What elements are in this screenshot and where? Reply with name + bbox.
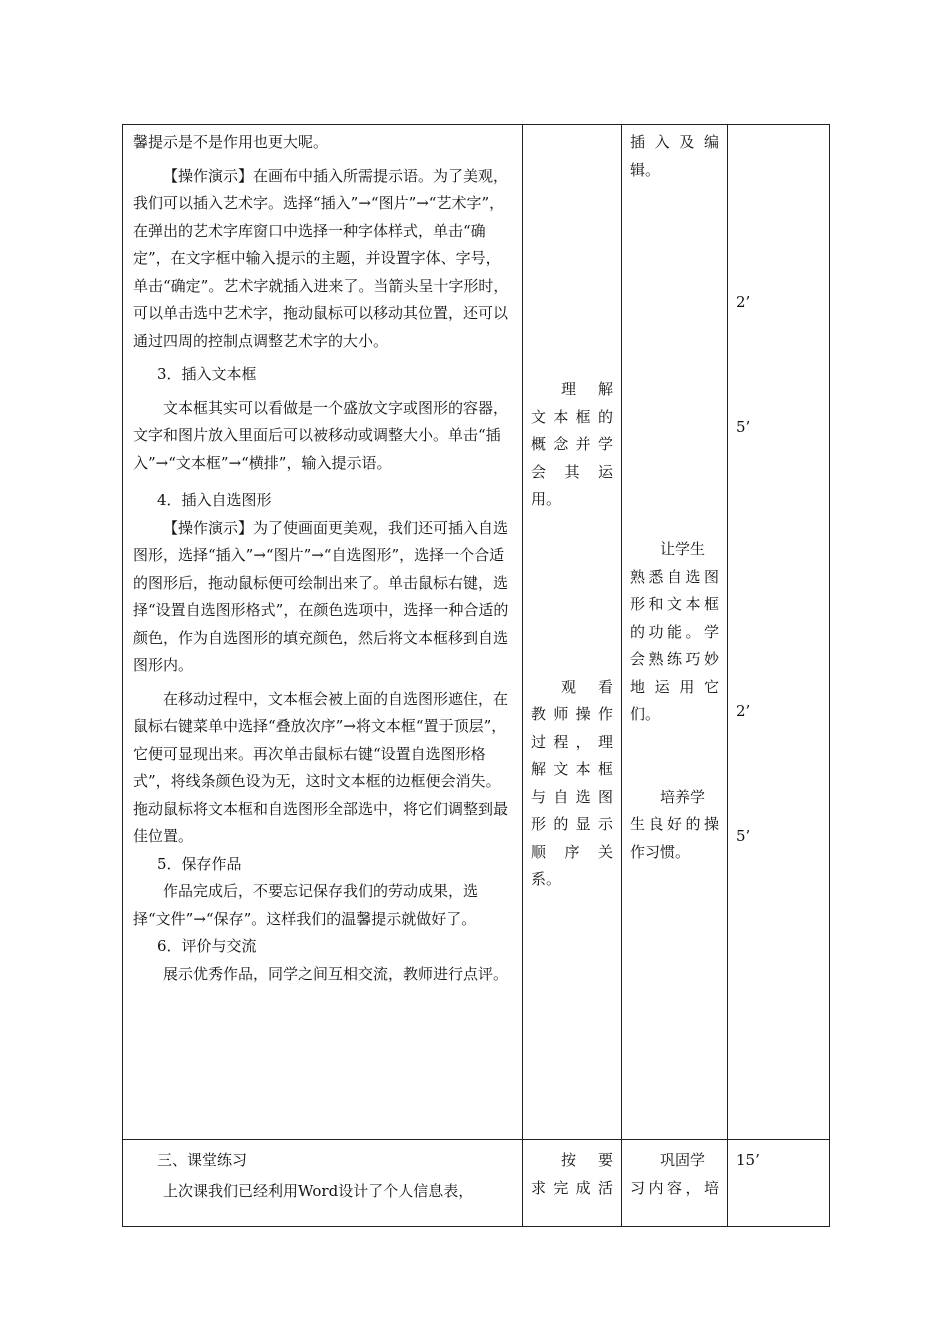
paragraph: 【操作演示】为了使画面更美观，我们还可插入自选图形，选择“插入”→“图片”→“自选图形”，选择一个合适的图形后，拖动鼠标便可绘制出来了。单击鼠标右键，选择“设置自选图形格式”，在颜色选项中，选择一种合适的颜色，作为自选图形的填充颜色，然后将文本框移到自选图形内。 [133, 518, 509, 674]
text-line: 会 其 运 [531, 462, 613, 481]
student-activity-cell [523, 125, 622, 1140]
text-line: 们。 [630, 705, 661, 723]
paragraph: 展示优秀作品，同学之间互相交流，教师进行点评。 [163, 964, 509, 983]
section-heading: 三、课堂练习 [157, 1151, 248, 1169]
time-value: 2’ [736, 293, 751, 311]
text-line: 文本框的 [531, 407, 613, 426]
text-line: 巩固学 [660, 1151, 706, 1169]
time-cell [728, 1140, 830, 1227]
paragraph: 文本框其实可以看做是一个盛放文字或图形的容器，文字和图片放入里面后可以被移动或调整大小。单击“插入”→“文本框”→“横排”，输入提示语。 [133, 398, 509, 472]
time-value: 2’ [736, 702, 751, 720]
text-line: 生良好的操 [630, 815, 719, 833]
text-line: 解文本框 [531, 760, 613, 778]
text-line: 概念并学 [531, 435, 613, 453]
text-line: 会熟练巧妙 [630, 650, 719, 668]
table-row [123, 125, 830, 1140]
lesson-plan-table [122, 124, 830, 1227]
text-line: 用。 [531, 490, 562, 508]
text-line: 理 解 [561, 380, 613, 398]
text-line: 顺 序 关 [531, 842, 613, 861]
paragraph: 作品完成后，不要忘记保存我们的劳动成果，选择“文件”→“保存”。这样我们的温馨提示就做好了。 [133, 882, 479, 928]
paragraph: 在移动过程中，文本框会被上面的自选图形遮住，在鼠标右键菜单中选择“叠放次序”→将文本框“置于顶层”，它便可显现出来。再次单击鼠标右键“设置自选图形格式”，将线条颜色设为无，这时文本框的边框便会消失。拖动鼠标将文本框和自选图形全部选中，将它们调整到最佳位置。 [133, 689, 509, 845]
text-line: 按 要 [561, 1151, 613, 1169]
text-line: 培养学 [660, 787, 706, 806]
time-value: 5’ [736, 826, 751, 845]
text-line: 熟悉自选图 [630, 567, 719, 586]
section-heading: 3．插入文本框 [157, 365, 257, 383]
paragraph: 【操作演示】在画布中插入所需提示语。为了美观，我们可以插入艺术字。选择“插入”→“图片”→“艺术字”，在弹出的艺术字库窗口中选择一种字体样式，单击“确定”，在文字框中输入提示的主题，并设置字体、字号，单击“确定”。艺术字就插入进来了。当箭头呈十字形时，可以单击选中艺术字，拖动鼠标可以移动其位置，还可以通过四周的控制点调整艺术字的大小。 [133, 166, 509, 350]
text-line: 观 看 [561, 677, 613, 696]
design-intent-cell [622, 125, 728, 1140]
time-cell [728, 125, 830, 1140]
paragraph: 馨提示是不是作用也更大呢。 [133, 133, 329, 151]
time-value: 5’ [736, 417, 751, 436]
teaching-content-cell [123, 1140, 523, 1227]
text-line: 插入及编 [630, 133, 719, 151]
section-heading: 4．插入自选图形 [157, 491, 272, 509]
student-activity-cell [523, 1140, 622, 1227]
section-heading: 6．评价与交流 [157, 937, 257, 955]
text-line: 教师操作 [531, 705, 613, 723]
paragraph: 上次课我们已经利用Word设计了个人信息表， [163, 1181, 474, 1200]
text-line: 让学生 [660, 540, 706, 558]
text-line: 的功能。学 [630, 622, 719, 641]
text-line: 过程，理 [531, 732, 613, 751]
text-line: 地运用它 [630, 677, 719, 696]
section-heading: 5．保存作品 [157, 854, 242, 873]
text-line: 作习惯。 [630, 842, 691, 861]
text-line: 与自选图 [531, 787, 613, 806]
teaching-content-cell [123, 125, 523, 1140]
text-line: 习内容，培 [630, 1178, 719, 1197]
text-line: 形和文本框 [630, 595, 719, 613]
text-line: 系。 [531, 870, 562, 888]
text-line: 辑。 [630, 160, 661, 179]
design-intent-cell [622, 1140, 728, 1227]
text-line: 求完成活 [531, 1178, 613, 1197]
table-row [123, 1140, 830, 1227]
text-line: 形的显示 [531, 815, 613, 833]
time-value: 15’ [736, 1151, 760, 1169]
